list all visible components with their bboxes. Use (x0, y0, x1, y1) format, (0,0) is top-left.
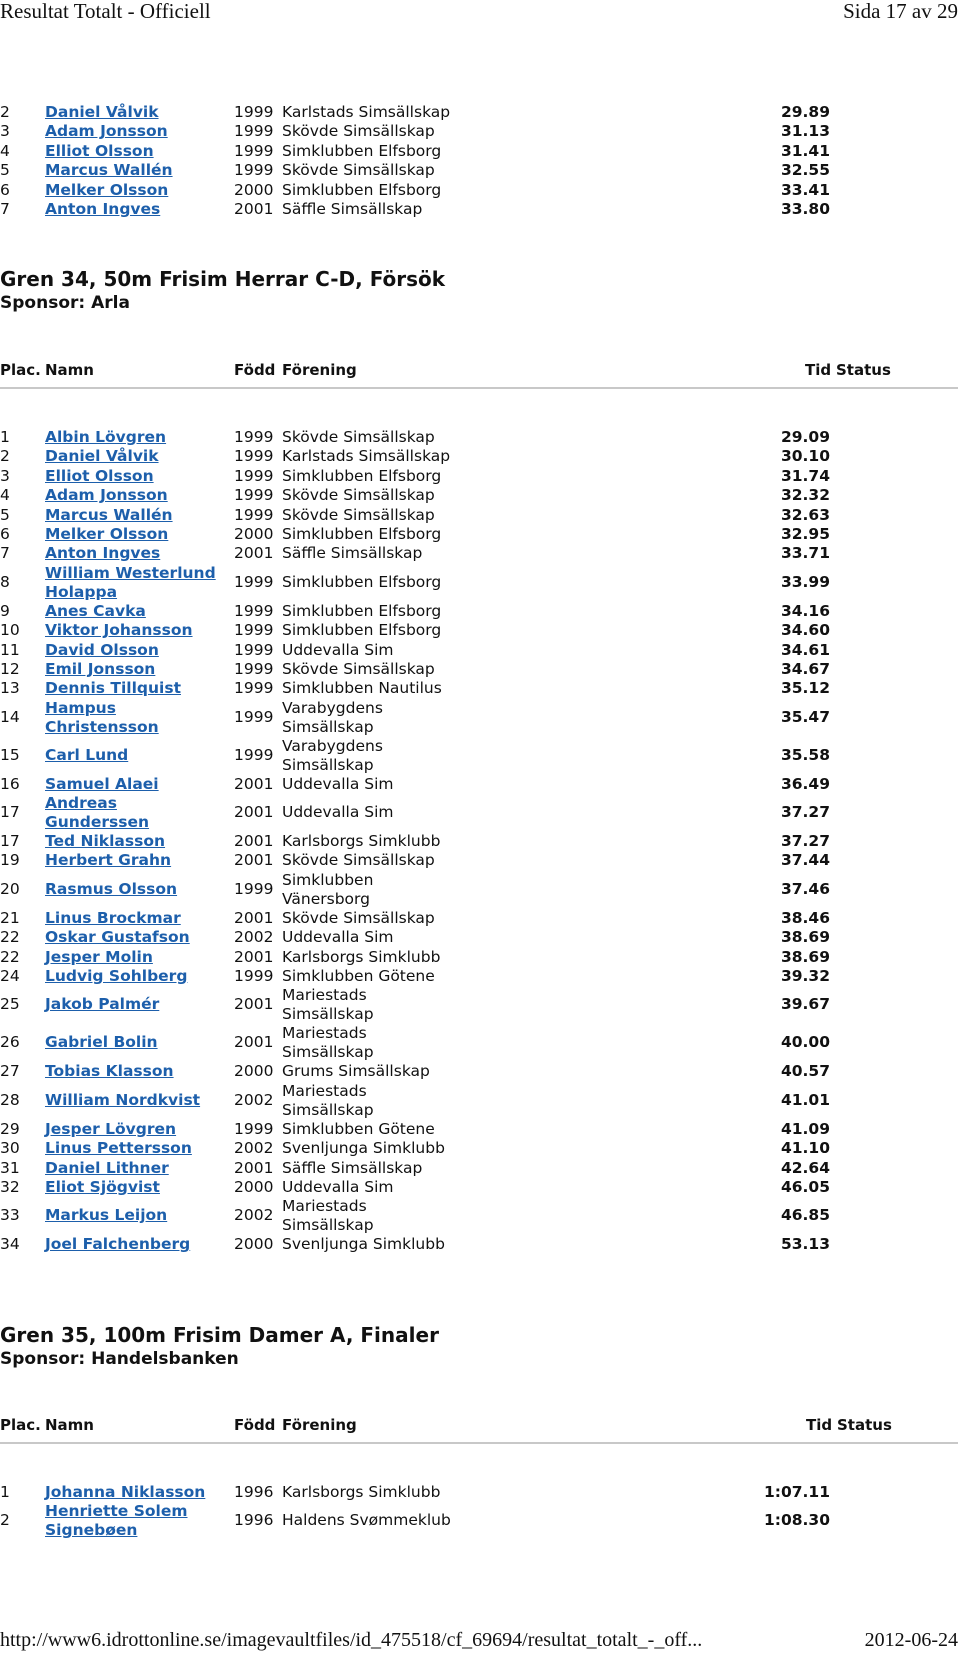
time-cell: 35.47 (780, 707, 830, 726)
result-row (0, 679, 960, 698)
birth-year-cell: 2000 (234, 1235, 274, 1254)
result-row (0, 1062, 960, 1081)
place-cell: 22 (0, 928, 20, 947)
results-table-continued (0, 103, 960, 219)
time-cell: 38.69 (780, 928, 830, 947)
club-cell: Skövde Simsällskap (282, 486, 435, 505)
swimmer-name-link[interactable]: Albin Lövgren (45, 428, 167, 446)
birth-year-cell: 2000 (234, 1177, 274, 1196)
swimmer-name-link[interactable]: Emil Jonsson (45, 659, 156, 678)
swimmer-name-link[interactable]: Oskar Gustafson (45, 928, 190, 947)
place-cell: 1 (0, 1483, 10, 1501)
time-cell: 41.09 (780, 1119, 830, 1138)
birth-year-cell: 1999 (234, 679, 274, 698)
birth-year-cell: 2001 (234, 851, 274, 870)
club-cell: Skövde Simsällskap (282, 851, 435, 870)
club-cell: Uddevalla Sim (282, 1177, 394, 1196)
time-cell: 46.85 (780, 1206, 830, 1225)
place-cell: 14 (0, 707, 20, 726)
birth-year-cell: 1999 (234, 621, 274, 640)
swimmer-name-link[interactable]: Anton Ingves (45, 544, 161, 563)
place-cell: 17 (0, 832, 20, 851)
time-cell: 32.55 (780, 161, 830, 180)
place-cell: 25 (0, 995, 20, 1014)
result-row (0, 181, 960, 200)
divider (0, 1442, 958, 1444)
place-cell: 6 (0, 180, 10, 199)
result-row (0, 909, 960, 928)
swimmer-name-link[interactable]: Adam Jonsson (45, 486, 168, 505)
place-cell: 4 (0, 141, 10, 160)
birth-year-cell: 1996 (234, 1511, 274, 1530)
result-row (0, 660, 960, 679)
place-cell: 7 (0, 199, 10, 218)
column-place: Plac. (0, 1416, 41, 1434)
result-row (0, 1024, 960, 1062)
swimmer-name-link[interactable]: Melker Olsson (45, 180, 169, 199)
club-cell: Skövde Simsällskap (282, 428, 435, 446)
club-cell: Karlstads Simsällskap (282, 447, 451, 466)
column-year: Född (234, 1416, 276, 1434)
birth-year-cell: 2001 (234, 908, 274, 927)
column-header-row (0, 361, 960, 381)
result-row (0, 621, 960, 640)
result-row (0, 1178, 960, 1197)
result-row (0, 1139, 960, 1158)
place-cell: 2 (0, 447, 10, 466)
swimmer-name-link[interactable]: Dennis Tillquist (45, 679, 181, 698)
place-cell: 2 (0, 1511, 10, 1530)
place-cell: 1 (0, 428, 10, 446)
event-title: Gren 35, 100m Frisim Damer A, Finaler (0, 1323, 439, 1347)
place-cell: 3 (0, 466, 10, 485)
time-cell: 33.41 (780, 180, 830, 199)
place-cell: 11 (0, 640, 20, 659)
result-row (0, 602, 960, 621)
swimmer-name-link[interactable]: Samuel Alaei (45, 774, 159, 793)
birth-year-cell: 2001 (234, 947, 274, 966)
club-cell: Simklubben Götene (282, 1119, 435, 1138)
result-row (0, 200, 960, 219)
document-title: Resultat Totalt - Officiell (0, 0, 211, 23)
time-cell: 39.67 (780, 995, 830, 1014)
column-status: Status (837, 1416, 892, 1434)
time-cell: 32.63 (780, 505, 830, 524)
club-cell: Skövde Simsällskap (282, 122, 435, 141)
swimmer-name-link[interactable]: Marcus Wallén (45, 505, 173, 524)
result-row (0, 928, 960, 947)
club-cell: Simklubben Elfsborg (282, 601, 442, 620)
result-row (0, 544, 960, 563)
club-cell: Simklubben Elfsborg (282, 180, 442, 199)
swimmer-name-link[interactable]: Elliot Olsson (45, 141, 154, 160)
birth-year-cell: 1999 (234, 466, 274, 485)
column-name: Namn (45, 361, 94, 379)
result-row (0, 794, 960, 832)
club-cell: Karlsborgs Simklubb (282, 947, 441, 966)
swimmer-name-link[interactable]: Adam Jonsson (45, 122, 168, 141)
time-cell: 34.16 (780, 601, 830, 620)
time-cell: 33.80 (780, 199, 830, 218)
birth-year-cell: 2000 (234, 1062, 274, 1081)
swimmer-name-link[interactable]: Melker Olsson (45, 524, 169, 543)
club-cell: Säffle Simsällskap (282, 544, 423, 563)
birth-year-cell: 1999 (234, 659, 274, 678)
column-time: Tid (806, 1416, 833, 1434)
birth-year-cell: 2001 (234, 832, 274, 851)
time-cell: 32.95 (780, 524, 830, 543)
time-cell: 33.99 (780, 572, 830, 591)
birth-year-cell: 2000 (234, 524, 274, 543)
result-row (0, 1120, 960, 1139)
time-cell: 33.71 (780, 544, 830, 563)
place-cell: 5 (0, 161, 10, 180)
source-url: http://www6.idrottonline.se/imagevaultfiles/id_475518/cf_69694/resultat_totalt_-_off... (0, 1629, 703, 1651)
results-table-event-34 (0, 428, 960, 1255)
swimmer-name-link[interactable]: Marcus Wallén (45, 161, 173, 180)
club-cell: Säffle Simsällskap (282, 199, 423, 218)
swimmer-name-link[interactable]: Andreas Gunderssen (45, 794, 150, 832)
swimmer-name-link[interactable]: Linus Brockmar (45, 908, 181, 927)
result-row (0, 1502, 960, 1540)
club-cell: Simklubben Elfsborg (282, 621, 442, 640)
place-cell: 26 (0, 1033, 20, 1052)
column-header-row (0, 1416, 960, 1436)
time-cell: 41.10 (780, 1139, 830, 1158)
swimmer-name-link[interactable]: Daniel Lithner (45, 1158, 169, 1177)
time-cell: 36.49 (780, 774, 830, 793)
time-cell: 38.69 (780, 947, 830, 966)
birth-year-cell: 2001 (234, 544, 274, 563)
birth-year-cell: 2000 (234, 180, 274, 199)
swimmer-name-link[interactable]: Jesper Molin (45, 947, 153, 966)
place-cell: 16 (0, 774, 20, 793)
time-cell: 34.67 (780, 659, 830, 678)
time-cell: 35.58 (780, 745, 830, 764)
time-cell: 37.46 (780, 879, 830, 898)
club-cell: Uddevalla Sim (282, 803, 394, 822)
club-cell: Karlstads Simsällskap (282, 103, 451, 121)
result-row (0, 967, 960, 986)
column-place: Plac. (0, 361, 41, 379)
time-cell: 31.74 (780, 466, 830, 485)
swimmer-name-link[interactable]: Viktor Johansson (45, 621, 193, 640)
club-cell: Simklubben Vänersborg (282, 870, 374, 908)
club-cell: Uddevalla Sim (282, 640, 394, 659)
club-cell: Varabygdens Simsällskap (282, 698, 383, 736)
swimmer-name-link[interactable]: Carl Lund (45, 745, 129, 764)
birth-year-cell: 1999 (234, 505, 274, 524)
place-cell: 10 (0, 621, 20, 640)
result-row (0, 871, 960, 909)
result-row (0, 103, 960, 122)
time-cell: 41.01 (780, 1090, 830, 1109)
result-row (0, 1235, 960, 1254)
place-cell: 28 (0, 1090, 20, 1109)
swimmer-name-link[interactable]: Anes Cavka (45, 601, 146, 620)
swimmer-name-link[interactable]: Joel Falchenberg (45, 1235, 191, 1254)
result-row (0, 161, 960, 180)
place-cell: 32 (0, 1177, 20, 1196)
swimmer-name-link[interactable]: Ludvig Sohlberg (45, 967, 188, 986)
column-name: Namn (45, 1416, 94, 1434)
result-row (0, 486, 960, 505)
time-cell: 37.44 (780, 851, 830, 870)
event-heading-35 (0, 1323, 439, 1370)
birth-year-cell: 1999 (234, 967, 274, 986)
place-cell: 27 (0, 1062, 20, 1081)
result-row (0, 467, 960, 486)
swimmer-name-link[interactable]: David Olsson (45, 640, 159, 659)
time-cell: 37.27 (780, 832, 830, 851)
time-cell: 29.09 (780, 428, 830, 446)
result-row (0, 641, 960, 660)
time-cell: 34.61 (780, 640, 830, 659)
place-cell: 20 (0, 879, 20, 898)
print-date: 2012-06-24 (864, 1629, 958, 1651)
divider (0, 387, 958, 389)
place-cell: 9 (0, 601, 10, 620)
result-row (0, 142, 960, 161)
birth-year-cell: 1999 (234, 447, 274, 466)
birth-year-cell: 1999 (234, 745, 274, 764)
place-cell: 2 (0, 103, 10, 121)
club-cell: Mariestads Simsällskap (282, 986, 374, 1024)
swimmer-name-link[interactable]: Daniel Vålvik (45, 103, 159, 121)
swimmer-name-link[interactable]: Elliot Olsson (45, 466, 154, 485)
club-cell: Karlsborgs Simklubb (282, 1483, 441, 1501)
place-cell: 31 (0, 1158, 20, 1177)
result-row (0, 1159, 960, 1178)
event-sponsor: Sponsor: Handelsbanken (0, 1349, 239, 1369)
swimmer-name-link[interactable]: Gabriel Bolin (45, 1033, 158, 1052)
swimmer-name-link[interactable]: Markus Leijon (45, 1206, 168, 1225)
place-cell: 4 (0, 486, 10, 505)
birth-year-cell: 1999 (234, 428, 274, 446)
results-table-event-35 (0, 1483, 960, 1540)
result-row (0, 564, 960, 602)
result-row (0, 1197, 960, 1235)
swimmer-name-link[interactable]: Eliot Sjögvist (45, 1177, 160, 1196)
page-header (0, 0, 960, 24)
birth-year-cell: 2001 (234, 803, 274, 822)
swimmer-name-link[interactable]: Herbert Grahn (45, 851, 172, 870)
place-cell: 21 (0, 908, 20, 927)
club-cell: Mariestads Simsällskap (282, 1081, 374, 1119)
time-cell: 42.64 (780, 1158, 830, 1177)
result-row (0, 428, 960, 447)
club-cell: Simklubben Elfsborg (282, 524, 442, 543)
time-cell: 31.41 (780, 141, 830, 160)
place-cell: 7 (0, 544, 10, 563)
birth-year-cell: 2001 (234, 1033, 274, 1052)
birth-year-cell: 2002 (234, 1090, 274, 1109)
swimmer-name-link[interactable]: Rasmus Olsson (45, 879, 178, 898)
place-cell: 24 (0, 967, 20, 986)
result-row (0, 775, 960, 794)
birth-year-cell: 1999 (234, 486, 274, 505)
birth-year-cell: 1999 (234, 707, 274, 726)
place-cell: 5 (0, 505, 10, 524)
result-row (0, 699, 960, 737)
club-cell: Simklubben Elfsborg (282, 572, 442, 591)
place-cell: 19 (0, 851, 20, 870)
club-cell: Svenljunga Simklubb (282, 1139, 445, 1158)
time-cell: 40.00 (780, 1033, 830, 1052)
place-cell: 17 (0, 803, 20, 822)
time-cell: 38.46 (780, 908, 830, 927)
club-cell: Simklubben Götene (282, 967, 435, 986)
place-cell: 8 (0, 572, 10, 591)
result-row (0, 851, 960, 870)
birth-year-cell: 2001 (234, 774, 274, 793)
place-cell: 13 (0, 679, 20, 698)
column-time: Tid (805, 361, 832, 379)
place-cell: 33 (0, 1206, 20, 1225)
club-cell: Skövde Simsällskap (282, 505, 435, 524)
result-row (0, 525, 960, 544)
club-cell: Karlsborgs Simklubb (282, 832, 441, 851)
time-cell: 32.32 (780, 486, 830, 505)
birth-year-cell: 1999 (234, 640, 274, 659)
club-cell: Grums Simsällskap (282, 1062, 430, 1081)
swimmer-name-link[interactable]: Hampus Christensson (45, 698, 159, 736)
column-status: Status (836, 361, 891, 379)
club-cell: Skövde Simsällskap (282, 908, 435, 927)
swimmer-name-link[interactable]: Henriette Solem Signebøen (45, 1502, 188, 1540)
club-cell: Simklubben Elfsborg (282, 141, 442, 160)
club-cell: Svenljunga Simklubb (282, 1235, 445, 1254)
club-cell: Skövde Simsällskap (282, 659, 435, 678)
birth-year-cell: 1999 (234, 141, 274, 160)
place-cell: 30 (0, 1139, 20, 1158)
place-cell: 6 (0, 524, 10, 543)
birth-year-cell: 2001 (234, 1158, 274, 1177)
column-year: Född (234, 361, 276, 379)
birth-year-cell: 2001 (234, 995, 274, 1014)
swimmer-name-link[interactable]: Linus Pettersson (45, 1139, 192, 1158)
club-cell: Skövde Simsällskap (282, 161, 435, 180)
place-cell: 12 (0, 659, 20, 678)
time-cell: 39.32 (780, 967, 830, 986)
event-title: Gren 34, 50m Frisim Herrar C-D, Försök (0, 267, 446, 291)
birth-year-cell: 1996 (234, 1483, 274, 1501)
page-footer (0, 1628, 960, 1654)
birth-year-cell: 1999 (234, 161, 274, 180)
club-cell: Simklubben Nautilus (282, 679, 442, 698)
birth-year-cell: 1999 (234, 122, 274, 141)
page-number: Sida 17 av 29 (843, 0, 958, 23)
swimmer-name-link[interactable]: Ted Niklasson (45, 832, 166, 851)
result-row (0, 986, 960, 1024)
swimmer-name-link[interactable]: Tobias Klasson (45, 1062, 174, 1081)
swimmer-name-link[interactable]: Jakob Palmér (45, 995, 160, 1014)
club-cell: Mariestads Simsällskap (282, 1197, 374, 1235)
time-cell: 29.89 (780, 103, 830, 121)
time-cell: 46.05 (780, 1177, 830, 1196)
time-cell: 53.13 (780, 1235, 830, 1254)
birth-year-cell: 1999 (234, 879, 274, 898)
result-row (0, 948, 960, 967)
club-cell: Simklubben Elfsborg (282, 466, 442, 485)
swimmer-name-link[interactable]: Jesper Lövgren (45, 1119, 177, 1138)
birth-year-cell: 1999 (234, 1119, 274, 1138)
club-cell: Uddevalla Sim (282, 928, 394, 947)
result-row (0, 122, 960, 141)
column-club: Förening (282, 361, 357, 379)
birth-year-cell: 1999 (234, 103, 274, 121)
time-cell: 37.27 (780, 803, 830, 822)
club-cell: Uddevalla Sim (282, 774, 394, 793)
result-row (0, 506, 960, 525)
birth-year-cell: 1999 (234, 601, 274, 620)
time-cell: 40.57 (780, 1062, 830, 1081)
place-cell: 3 (0, 122, 10, 141)
result-row (0, 832, 960, 851)
place-cell: 22 (0, 947, 20, 966)
club-cell: Säffle Simsällskap (282, 1158, 423, 1177)
club-cell: Mariestads Simsällskap (282, 1024, 374, 1062)
birth-year-cell: 2002 (234, 1139, 274, 1158)
club-cell: Haldens Svømmeklub (282, 1511, 451, 1530)
time-cell: 34.60 (780, 621, 830, 640)
result-row (0, 1483, 960, 1502)
swimmer-name-link[interactable]: William Westerlund Holappa (45, 563, 216, 601)
result-row (0, 1082, 960, 1120)
swimmer-name-link[interactable]: Daniel Vålvik (45, 447, 159, 466)
event-sponsor: Sponsor: Arla (0, 293, 130, 313)
swimmer-name-link[interactable]: William Nordkvist (45, 1090, 201, 1109)
time-cell: 31.13 (780, 122, 830, 141)
swimmer-name-link[interactable]: Anton Ingves (45, 199, 161, 218)
birth-year-cell: 2001 (234, 199, 274, 218)
birth-year-cell: 2002 (234, 928, 274, 947)
place-cell: 34 (0, 1235, 20, 1254)
birth-year-cell: 1999 (234, 572, 274, 591)
time-cell: 1:07.11 (763, 1483, 830, 1501)
time-cell: 1:08.30 (763, 1511, 830, 1530)
time-cell: 35.12 (780, 679, 830, 698)
swimmer-name-link[interactable]: Johanna Niklasson (45, 1483, 206, 1501)
column-club: Förening (282, 1416, 357, 1434)
event-heading-34 (0, 267, 445, 314)
result-row (0, 737, 960, 775)
place-cell: 29 (0, 1119, 20, 1138)
birth-year-cell: 2002 (234, 1206, 274, 1225)
place-cell: 15 (0, 745, 20, 764)
result-row (0, 447, 960, 466)
club-cell: Varabygdens Simsällskap (282, 736, 383, 774)
time-cell: 30.10 (780, 447, 830, 466)
